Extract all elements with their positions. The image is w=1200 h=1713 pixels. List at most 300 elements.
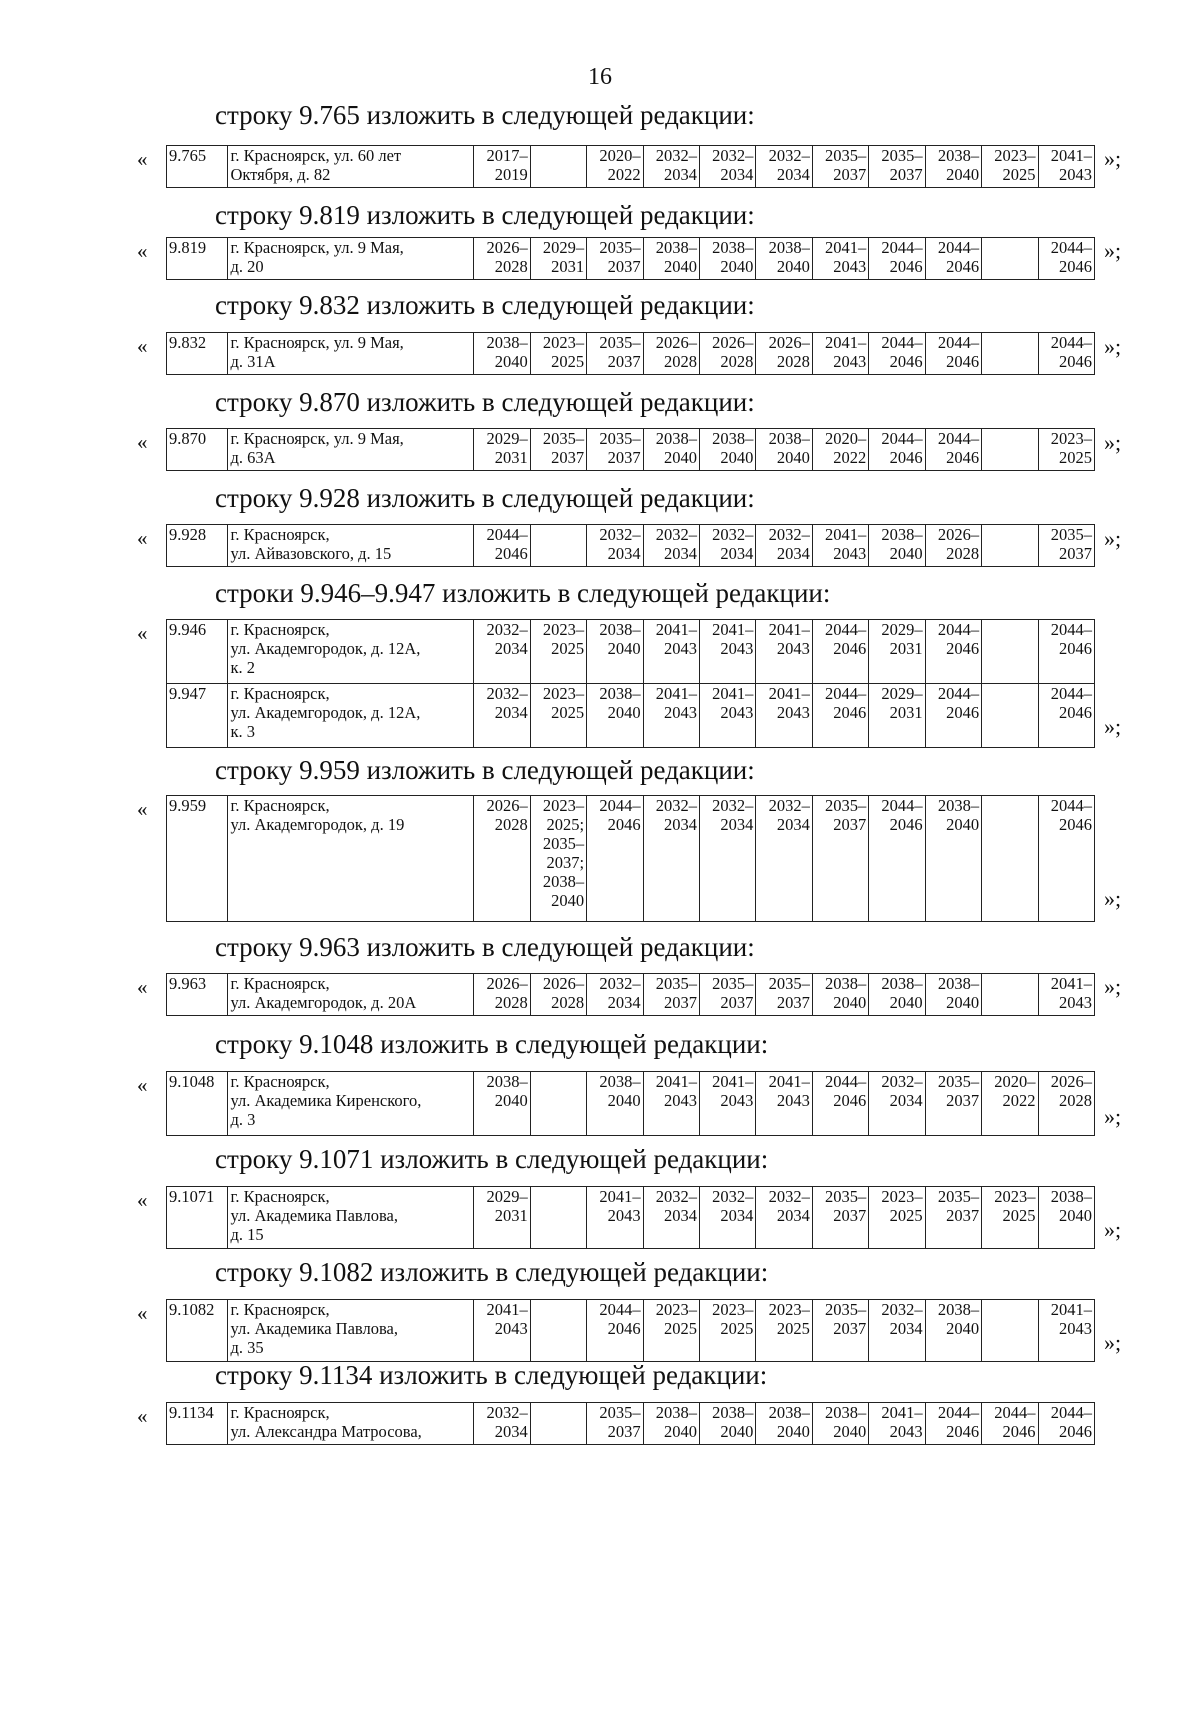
year-range-cell	[756, 1187, 812, 1249]
year-range-cell	[643, 974, 699, 1016]
year-range-cell	[925, 525, 981, 567]
year-range-cell	[643, 1403, 699, 1445]
year-range-cell	[756, 429, 812, 471]
year-value	[984, 257, 1035, 276]
year-range-cell	[812, 525, 868, 567]
year-value: 2026–	[937, 525, 980, 544]
quote-open: «	[137, 239, 148, 263]
row-number: 9.819	[167, 238, 228, 280]
quote-open: «	[137, 147, 148, 171]
year-value: 2040	[607, 639, 641, 658]
year-value	[533, 1091, 584, 1110]
row-number: 9.963	[167, 974, 228, 1016]
year-range-cell	[982, 525, 1038, 567]
quote-close: »;	[1104, 430, 1122, 455]
year-value: 2035–	[599, 1403, 641, 1422]
year-value: 2046	[889, 352, 923, 371]
year-value: 2041–	[712, 620, 754, 639]
year-value: 2026–	[542, 974, 585, 993]
year-value: 2034	[607, 544, 641, 563]
year-value: 2044–	[937, 429, 980, 448]
address-line: к. 3	[230, 722, 255, 741]
year-value	[984, 796, 1035, 815]
year-range-cell	[587, 1072, 643, 1136]
year-value: 2043	[607, 1206, 641, 1225]
row-number: 9.832	[167, 333, 228, 375]
year-value: 2032–	[486, 620, 528, 639]
year-value: 2037	[946, 1091, 980, 1110]
quote-open: «	[137, 526, 148, 550]
year-value: 2041–	[655, 684, 697, 703]
year-value: 2037	[607, 1422, 641, 1441]
year-value: 2019	[494, 165, 528, 184]
address-line: ул. Айвазовского, д. 15	[230, 544, 392, 563]
row-number: 9.765	[167, 146, 228, 188]
year-value: 2035–	[768, 974, 810, 993]
year-value: 2043	[1059, 1319, 1092, 1338]
amendment-table	[166, 332, 1095, 375]
year-value: 2044–	[881, 796, 923, 815]
table-row	[167, 1300, 1095, 1362]
year-value: 2028	[494, 815, 528, 834]
year-value: 2035–	[937, 1187, 980, 1206]
year-value: 2031	[494, 1206, 528, 1225]
amendment-heading: строку 9.1071 изложить в следующей редакции:	[215, 1144, 769, 1174]
year-range-cell	[982, 1187, 1038, 1249]
year-range-cell	[587, 238, 643, 280]
year-range-cell	[474, 238, 530, 280]
year-value: 2044–	[881, 333, 923, 352]
year-value: 2031	[494, 448, 528, 467]
year-value: 2032–	[881, 1300, 923, 1319]
year-value: 2034	[720, 815, 754, 834]
year-range-cell	[982, 1072, 1038, 1136]
address-cell	[228, 1187, 474, 1249]
year-value: 2032–	[599, 974, 641, 993]
quote-close: »;	[1104, 1217, 1122, 1242]
year-value: 2032–	[881, 1072, 923, 1091]
year-range-cell	[756, 333, 812, 375]
year-range-cell	[643, 525, 699, 567]
year-value: 2034	[776, 165, 810, 184]
year-range-cell	[643, 1072, 699, 1136]
year-value: 2028	[551, 993, 585, 1012]
year-range-cell	[699, 1072, 755, 1136]
address-cell	[228, 1403, 474, 1445]
year-value: 2046	[494, 544, 528, 563]
amendment-heading: строку 9.819 изложить в следующей редакции:	[215, 200, 755, 230]
year-value: 2040	[833, 993, 867, 1012]
year-range-cell	[756, 238, 812, 280]
year-value: 2044–	[937, 238, 980, 257]
year-value: 2046	[833, 639, 867, 658]
year-value: 2041–	[1050, 146, 1092, 165]
year-range-cell	[587, 684, 643, 748]
year-range-cell	[812, 333, 868, 375]
year-range-cell	[812, 796, 868, 922]
year-range-cell	[587, 525, 643, 567]
year-range-cell	[925, 1300, 981, 1362]
row-number: 9.1082	[167, 1300, 228, 1362]
year-value: 2040	[889, 544, 923, 563]
year-value: 2025	[551, 703, 585, 722]
table-row	[167, 620, 1095, 684]
year-range-cell	[530, 684, 586, 748]
year-value: 2026–	[1050, 1072, 1092, 1091]
year-range-cell	[643, 796, 699, 922]
address-line: ул. Академгородок, д. 19	[230, 815, 405, 834]
year-range-cell	[699, 796, 755, 922]
year-value: 2040	[494, 352, 528, 371]
year-value: 2041–	[768, 620, 810, 639]
year-range-cell	[643, 620, 699, 684]
row-number: 9.1048	[167, 1072, 228, 1136]
amendment-table	[166, 145, 1095, 188]
year-range-cell	[643, 429, 699, 471]
year-value: 2038–	[881, 525, 923, 544]
year-range-cell	[474, 146, 530, 188]
year-value: 2046	[946, 448, 980, 467]
year-value: 2041–	[599, 1187, 641, 1206]
year-range-cell	[1038, 1072, 1094, 1136]
year-value: 2035–	[1050, 525, 1092, 544]
year-value: 2040	[720, 257, 754, 276]
year-value: 2044–	[937, 1403, 980, 1422]
year-value: 2037	[607, 257, 641, 276]
year-range-cell	[699, 1300, 755, 1362]
year-value: 2038–	[937, 1300, 980, 1319]
year-value: 2046	[1059, 257, 1092, 276]
year-range-cell	[474, 1300, 530, 1362]
year-range-cell	[530, 429, 586, 471]
address-line: ул. Академика Павлова,	[230, 1206, 398, 1225]
year-value: 2044–	[994, 1403, 1036, 1422]
year-value: 2043	[833, 352, 867, 371]
year-range-cell	[925, 333, 981, 375]
year-value: 2040	[720, 448, 754, 467]
year-range-cell	[756, 1072, 812, 1136]
year-value: 2040	[833, 1422, 867, 1441]
year-value: 2032–	[712, 1187, 754, 1206]
year-range-cell	[1038, 429, 1094, 471]
year-range-cell	[474, 1187, 530, 1249]
year-value: 2038–	[768, 238, 810, 257]
year-value: 2026–	[486, 796, 528, 815]
year-value: 2044–	[881, 429, 923, 448]
year-range-cell	[587, 1300, 643, 1362]
year-value: 2031	[551, 257, 585, 276]
amendment-table	[166, 428, 1095, 471]
address-line: г. Красноярск, ул. 60 лет	[230, 146, 402, 165]
address-cell	[228, 1072, 474, 1136]
year-value: 2034	[663, 1206, 697, 1225]
year-value: 2023–	[1050, 429, 1092, 448]
year-value: 2044–	[599, 796, 641, 815]
year-value: 2041–	[712, 1072, 754, 1091]
year-range-cell	[1038, 1187, 1094, 1249]
year-value: 2034	[776, 815, 810, 834]
year-value	[533, 1422, 584, 1441]
address-line: г. Красноярск,	[230, 1072, 330, 1091]
year-range-cell	[587, 620, 643, 684]
year-value: 2035–	[937, 1072, 980, 1091]
year-value: 2032–	[655, 146, 697, 165]
year-range-cell	[530, 333, 586, 375]
year-range-cell	[812, 620, 868, 684]
address-line: ул. Академгородок, д. 20А	[230, 993, 417, 1012]
amendment-heading: строку 9.959 изложить в следующей редакции:	[215, 755, 755, 785]
year-value: 2031	[889, 639, 923, 658]
year-value: 2046	[1059, 639, 1092, 658]
year-value: 2044–	[937, 620, 980, 639]
year-value: 2026–	[768, 333, 810, 352]
year-value: 2028	[776, 352, 810, 371]
address-line: Октября, д. 82	[230, 165, 331, 184]
address-cell	[228, 429, 474, 471]
year-range-cell	[982, 333, 1038, 375]
quote-open: «	[137, 975, 148, 999]
year-value: 2038–	[825, 974, 867, 993]
year-range-cell	[474, 525, 530, 567]
year-value: 2037	[889, 165, 923, 184]
year-range-cell	[643, 1300, 699, 1362]
address-cell	[228, 146, 474, 188]
address-line: ул. Академика Павлова,	[230, 1319, 398, 1338]
year-value: 2038–	[599, 620, 641, 639]
year-value: 2041–	[825, 333, 867, 352]
year-range-cell	[982, 1403, 1038, 1445]
address-cell	[228, 974, 474, 1016]
year-value: 2041–	[712, 684, 754, 703]
year-value	[533, 1300, 584, 1319]
year-value: 2041–	[1050, 974, 1092, 993]
year-value: 2037	[833, 815, 867, 834]
year-value: 2031	[889, 703, 923, 722]
year-value: 2044–	[1050, 238, 1092, 257]
year-range-cell	[869, 1187, 925, 1249]
year-value: 2028	[1059, 1091, 1092, 1110]
year-value: 2044–	[1050, 333, 1092, 352]
year-range-cell	[699, 1187, 755, 1249]
year-value: 2044–	[825, 684, 867, 703]
year-value: 2040	[1059, 1206, 1092, 1225]
year-range-cell	[474, 1403, 530, 1445]
quote-open: «	[137, 430, 148, 454]
quote-close: »;	[1104, 714, 1122, 739]
year-value: 2043	[833, 544, 867, 563]
year-range-cell	[530, 1300, 586, 1362]
year-value: 2038–	[1050, 1187, 1092, 1206]
year-value: 2032–	[768, 525, 810, 544]
year-value: 2046	[946, 352, 980, 371]
year-range-cell	[812, 146, 868, 188]
address-line: д. 3	[230, 1110, 256, 1129]
table-row	[167, 684, 1095, 748]
address-line: д. 31А	[230, 352, 276, 371]
amendment-heading: строки 9.946–9.947 изложить в следующей редакции:	[215, 578, 831, 608]
year-value: 2025;	[546, 815, 585, 834]
year-range-cell	[587, 796, 643, 922]
year-range-cell	[812, 1300, 868, 1362]
year-range-cell	[982, 1300, 1038, 1362]
row-number: 9.870	[167, 429, 228, 471]
year-range-cell	[869, 1403, 925, 1445]
year-value: 2041–	[881, 1403, 923, 1422]
year-value: 2029–	[881, 684, 923, 703]
year-value: 2046	[1059, 815, 1092, 834]
year-range-cell	[474, 429, 530, 471]
amendment-heading: строку 9.870 изложить в следующей редакции:	[215, 387, 755, 417]
year-value	[984, 639, 1035, 658]
year-value: 2044–	[1050, 796, 1092, 815]
amendment-heading: строку 9.963 изложить в следующей редакции:	[215, 932, 755, 962]
year-range-cell	[925, 1403, 981, 1445]
year-range-cell	[530, 1072, 586, 1136]
year-value: 2040	[551, 891, 585, 910]
year-value: 2041–	[1050, 1300, 1092, 1319]
year-range-cell	[869, 974, 925, 1016]
year-value: 2025	[551, 352, 585, 371]
year-value: 2035–	[542, 834, 585, 853]
year-value: 2038–	[655, 1403, 697, 1422]
address-line: г. Красноярск, ул. 9 Мая,	[230, 238, 404, 257]
year-range-cell	[1038, 796, 1094, 922]
year-range-cell	[925, 620, 981, 684]
year-value: 2037	[776, 993, 810, 1012]
year-range-cell	[869, 333, 925, 375]
address-cell	[228, 684, 474, 748]
year-value: 2032–	[768, 1187, 810, 1206]
year-value: 2034	[607, 993, 641, 1012]
year-value: 2028	[663, 352, 697, 371]
year-value: 2043	[776, 703, 810, 722]
year-value: 2035–	[542, 429, 585, 448]
year-value: 2038–	[712, 429, 754, 448]
year-value: 2038–	[768, 429, 810, 448]
address-line: д. 63А	[230, 448, 276, 467]
year-value: 2032–	[655, 1187, 697, 1206]
year-value: 2044–	[937, 684, 980, 703]
year-range-cell	[1038, 1300, 1094, 1362]
year-value: 2023–	[542, 796, 585, 815]
year-range-cell	[925, 429, 981, 471]
year-value: 2040	[607, 1091, 641, 1110]
year-value: 2040	[889, 993, 923, 1012]
amendment-heading: строку 9.928 изложить в следующей редакции:	[215, 483, 755, 513]
year-value: 2034	[889, 1091, 923, 1110]
year-value: 2034	[720, 165, 754, 184]
year-range-cell	[643, 333, 699, 375]
year-range-cell	[643, 1187, 699, 1249]
address-line: д. 20	[230, 257, 264, 276]
year-range-cell	[1038, 1403, 1094, 1445]
address-line: г. Красноярск,	[230, 620, 330, 639]
year-value: 2046	[607, 1319, 641, 1338]
quote-close: »;	[1104, 526, 1122, 551]
year-value: 2046	[946, 257, 980, 276]
quote-close: »;	[1104, 886, 1122, 911]
year-value	[984, 429, 1035, 448]
year-value: 2037	[551, 448, 585, 467]
year-value: 2032–	[768, 796, 810, 815]
year-value: 2040	[776, 448, 810, 467]
quote-open: «	[137, 334, 148, 358]
year-value: 2026–	[486, 238, 528, 257]
year-range-cell	[982, 429, 1038, 471]
year-range-cell	[925, 1072, 981, 1136]
year-value: 2040	[663, 448, 697, 467]
year-value: 2040	[946, 993, 980, 1012]
year-value: 2025	[776, 1319, 810, 1338]
year-value: 2025	[663, 1319, 697, 1338]
year-value	[533, 1206, 584, 1225]
quote-open: «	[137, 621, 148, 645]
year-range-cell	[643, 146, 699, 188]
year-value: 2043	[1059, 165, 1092, 184]
year-value: 2032–	[712, 796, 754, 815]
year-value: 2040	[946, 1319, 980, 1338]
quote-open: «	[137, 1301, 148, 1325]
year-value: 2035–	[825, 796, 867, 815]
year-value: 2046	[889, 815, 923, 834]
year-value: 2043	[720, 639, 754, 658]
year-value: 2017–	[486, 146, 528, 165]
address-cell	[228, 525, 474, 567]
year-range-cell	[699, 333, 755, 375]
year-value: 2041–	[768, 1072, 810, 1091]
year-range-cell	[699, 620, 755, 684]
table-row	[167, 974, 1095, 1016]
year-value: 2044–	[1050, 620, 1092, 639]
year-range-cell	[474, 684, 530, 748]
year-range-cell	[869, 620, 925, 684]
year-value: 2046	[889, 257, 923, 276]
year-value: 2038–	[599, 684, 641, 703]
year-range-cell	[756, 1300, 812, 1362]
year-range-cell	[587, 974, 643, 1016]
year-value: 2035–	[825, 1187, 867, 1206]
year-value	[984, 352, 1035, 371]
year-value: 2029–	[486, 429, 528, 448]
year-value: 2034	[494, 1422, 528, 1441]
year-value	[984, 333, 1035, 352]
year-value: 2023–	[542, 620, 585, 639]
year-value: 2046	[946, 639, 980, 658]
table-row	[167, 1072, 1095, 1136]
address-line: г. Красноярск,	[230, 684, 330, 703]
quote-open: «	[137, 1188, 148, 1212]
year-range-cell	[530, 974, 586, 1016]
year-value: 2025	[889, 1206, 923, 1225]
year-value: 2037	[607, 448, 641, 467]
year-range-cell	[1038, 974, 1094, 1016]
address-line: ул. Александра Матросова,	[230, 1422, 422, 1441]
year-value	[984, 1319, 1035, 1338]
year-range-cell	[587, 429, 643, 471]
year-range-cell	[869, 1300, 925, 1362]
row-number: 9.959	[167, 796, 228, 922]
quote-close: »;	[1104, 334, 1122, 359]
year-value: 2038–	[825, 1403, 867, 1422]
year-value: 2023–	[542, 333, 585, 352]
year-value: 2046	[607, 815, 641, 834]
year-value: 2038–	[599, 1072, 641, 1091]
year-range-cell	[474, 974, 530, 1016]
address-cell	[228, 796, 474, 922]
year-value: 2035–	[655, 974, 697, 993]
row-number: 9.946	[167, 620, 228, 684]
year-value: 2040	[720, 1422, 754, 1441]
